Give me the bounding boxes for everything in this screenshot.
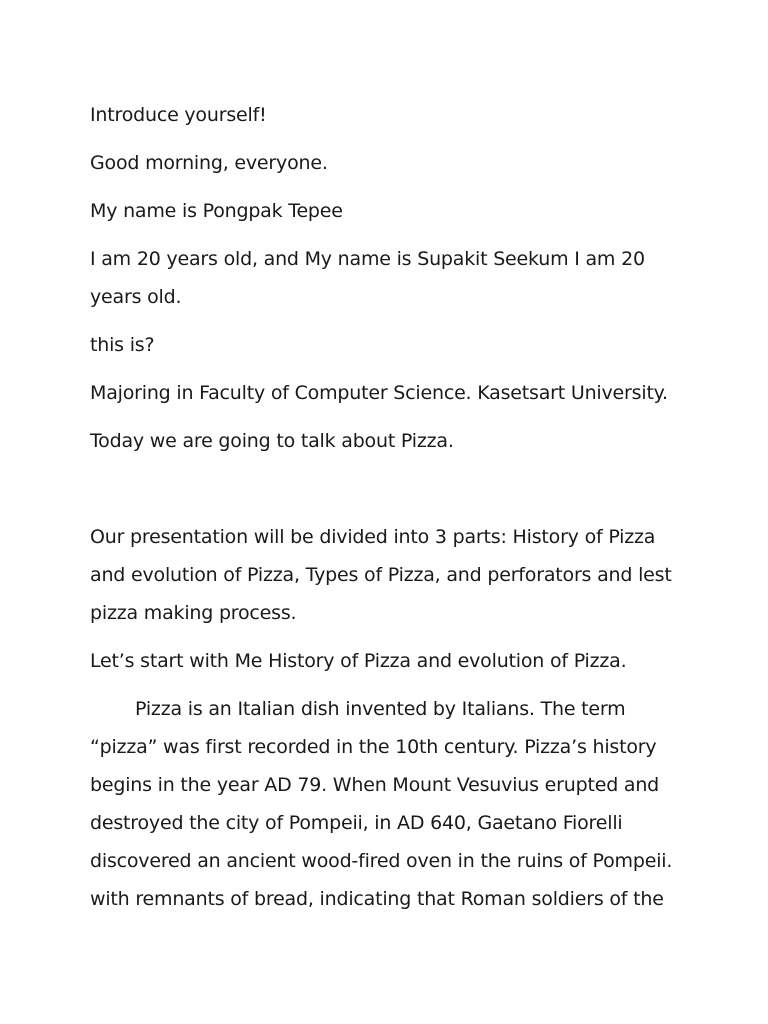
document-body xyxy=(90,96,680,928)
history-paragraph: Pizza is an Italian dish invented by Italians. The term “pizza” was first recorded in the 10th century. Pizza’s history begins in the year AD 79. When Mount Vesuvius erupted and destroyed the city of Pompeii, in AD 640, Gaetano Fiorelli discovered an ancient wood-fired oven in the ruins of Pompeii. with remnants of bread, indicating that Roman soldiers of the xyxy=(90,698,673,910)
presentation-outline: Our presentation will be divided into 3 parts: History of Pizza and evolution of Pizza, Types of Pizza, and perforators and lest pizza making process. xyxy=(90,526,672,624)
history-intro-line: Let’s start with Me History of Pizza and evolution of Pizza. xyxy=(90,650,627,672)
name-line: My name is Pongpak Tepee xyxy=(90,200,343,222)
age-line: I am 20 years old, and My name is Supakit Seekum I am 20 years old. xyxy=(90,248,645,308)
topic-line: Today we are going to talk about Pizza. xyxy=(90,430,454,452)
question-line: this is? xyxy=(90,334,155,356)
greeting-line: Good morning, everyone. xyxy=(90,152,328,174)
intro-heading: Introduce yourself! xyxy=(90,104,267,126)
faculty-line: Majoring in Faculty of Computer Science. Kasetsart University. xyxy=(90,382,668,404)
paragraph-spacer xyxy=(90,470,680,518)
